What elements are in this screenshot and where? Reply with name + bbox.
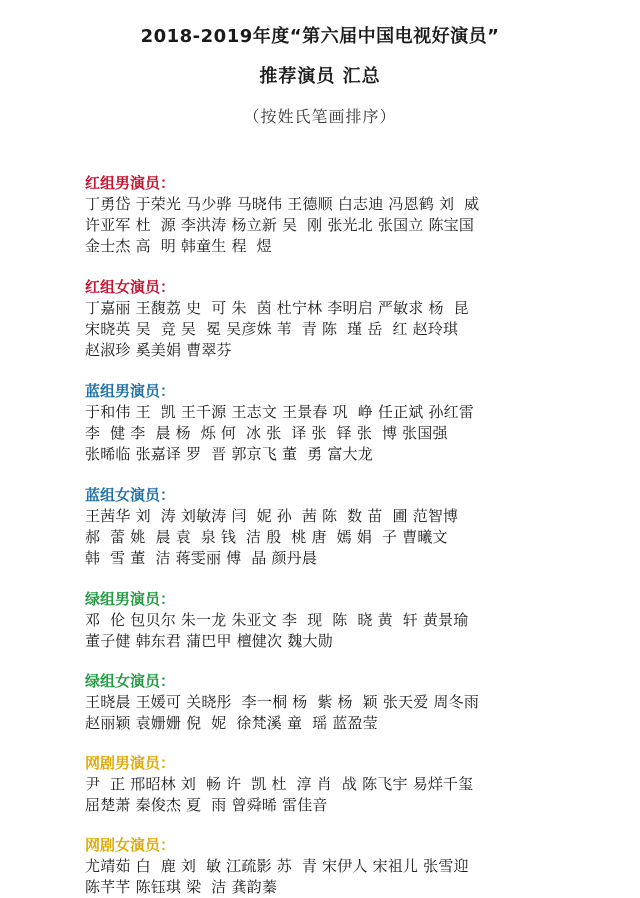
- actor-line: 尤靖茹 白 鹿 刘 敏 江疏影 苏 青 宋伊人 宋祖儿 张雪迎: [85, 857, 469, 875]
- actor-line: 于和伟 王 凯 王千源 王志文 王景春 巩 峥 任正斌 孙红雷: [85, 403, 475, 421]
- actor-line: 邓 伦 包贝尔 朱一龙 朱亚文 李 现 陈 晓 黄 轩 黄景瑜: [85, 611, 469, 629]
- actor-line: 许亚军 杜 源 李洪涛 杨立新 吴 刚 张光北 张国立 陈宝国: [85, 216, 475, 234]
- section-heading: 红组男演员：: [85, 174, 176, 192]
- actor-line: 张晞临 张嘉译 罗 晋 郭京飞 董 勇 富大龙: [85, 445, 373, 463]
- actor-line: 李 健 李 晨 杨 烁 何 冰 张 译 张 铎 张 博 张国强: [85, 424, 448, 442]
- actor-line: 屈楚萧 秦俊杰 夏 雨 曾舜晞 雷佳音: [85, 796, 328, 814]
- section-red-male: [85, 172, 625, 257]
- section-heading: 红组女演员：: [85, 278, 176, 296]
- section-heading: 绿组男演员：: [85, 590, 176, 608]
- section-web-male: [85, 752, 625, 816]
- section-green-male: [85, 588, 625, 652]
- actor-line: 赵丽颖 袁姗姗 倪 妮 徐梵溪 童 瑶 蓝盈莹: [85, 714, 378, 732]
- actor-line: 丁嘉丽 王馥荔 史 可 朱 茵 杜宁林 李明启 严敏求 杨 昆: [85, 299, 469, 317]
- actor-line: 金士杰 高 明 韩童生 程 煜: [85, 237, 272, 255]
- section-heading: 网剧男演员：: [85, 754, 176, 772]
- section-heading: 蓝组男演员：: [85, 382, 176, 400]
- actor-line: 王茜华 刘 涛 刘敏涛 闫 妮 孙 茜 陈 数 苗 圃 范智博: [85, 507, 459, 525]
- actor-line: 尹 正 邢昭林 刘 畅 许 凯 杜 淳 肖 战 陈飞宇 易烊千玺: [85, 775, 474, 793]
- section-blue-female: [85, 484, 625, 569]
- page-subtitle: 推荐演员 汇总: [259, 66, 381, 87]
- section-heading: 蓝组女演员：: [85, 486, 176, 504]
- section-blue-male: [85, 380, 625, 465]
- actor-line: 陈芊芊 陈钰琪 梁 洁 龚韵蓁: [85, 878, 278, 896]
- actor-line: 王晓晨 王媛可 关晓彤 李一桐 杨 紫 杨 颖 张天爱 周冬雨: [85, 693, 480, 711]
- actor-line: 宋晓英 吴 竞 吴 冕 吴彦姝 苇 青 陈 瑾 岳 红 赵玲琪: [85, 320, 459, 338]
- actor-line: 董子健 韩东君 蒲巴甲 檀健次 魏大勋: [85, 632, 333, 650]
- section-web-female: [85, 834, 625, 898]
- section-heading: 网剧女演员：: [85, 836, 176, 854]
- section-heading: 绿组女演员：: [85, 672, 176, 690]
- sort-note: （按姓氏笔画排序）: [243, 107, 397, 126]
- actor-line: 韩 雪 董 洁 蒋雯丽 傅 晶 颜丹晨: [85, 549, 318, 567]
- actor-line: 郝 蕾 姚 晨 袁 泉 钱 洁 殷 桃 唐 嫣 娟 子 曹曦文: [85, 528, 448, 546]
- page-title: 2018-2019年度“第六届中国电视好演员”: [140, 26, 500, 47]
- actor-line: 赵淑珍 奚美娟 曹翠芬: [85, 341, 232, 359]
- section-red-female: [85, 276, 625, 361]
- section-green-female: [85, 670, 625, 734]
- actor-line: 丁勇岱 于荣光 马少骅 马晓伟 王德顺 白志迪 冯恩鹤 刘 威: [85, 195, 480, 213]
